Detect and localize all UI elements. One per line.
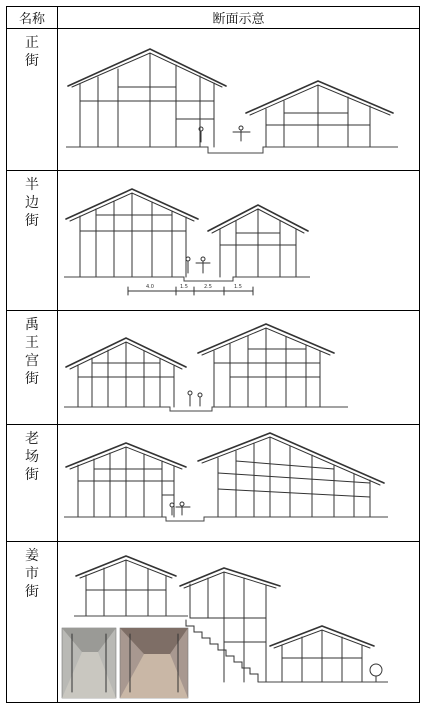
header-section: 断面示意 (58, 7, 420, 29)
section-sketch-cell (58, 542, 420, 703)
row-name-cell (7, 311, 58, 425)
street-name: 半边街 (25, 177, 39, 229)
section-sketch-cell (58, 171, 420, 311)
dim-label: 1.5 (180, 284, 188, 290)
table-header-row (7, 7, 420, 29)
row-name-cell (7, 171, 58, 311)
street-name: 正街 (25, 35, 39, 69)
dim-label: 1.5 (234, 284, 242, 290)
street-section-table (6, 6, 420, 703)
row-name-cell (7, 29, 58, 171)
street-name: 姜市街 (25, 548, 39, 600)
section-sketch-cell (58, 425, 420, 542)
header-name: 名称 (7, 7, 58, 29)
street-name: 老场街 (25, 431, 39, 483)
section-sketch-cell (58, 311, 420, 425)
table-row (7, 171, 420, 311)
table-row (7, 29, 420, 171)
section-sketch-5 (58, 542, 420, 702)
section-sketch-3 (58, 311, 420, 424)
dim-label: 2.5 (204, 284, 212, 290)
row-name-cell (7, 425, 58, 542)
table-row (7, 425, 420, 542)
section-sketch-4 (58, 425, 420, 541)
street-name: 禹王宫街 (25, 317, 39, 387)
table-row (7, 542, 420, 703)
dim-label: 4.0 (146, 284, 154, 290)
row-name-cell (7, 542, 58, 703)
section-sketch-2 (58, 171, 420, 310)
table-row (7, 311, 420, 425)
section-sketch-cell (58, 29, 420, 171)
section-sketch-1 (58, 29, 420, 170)
